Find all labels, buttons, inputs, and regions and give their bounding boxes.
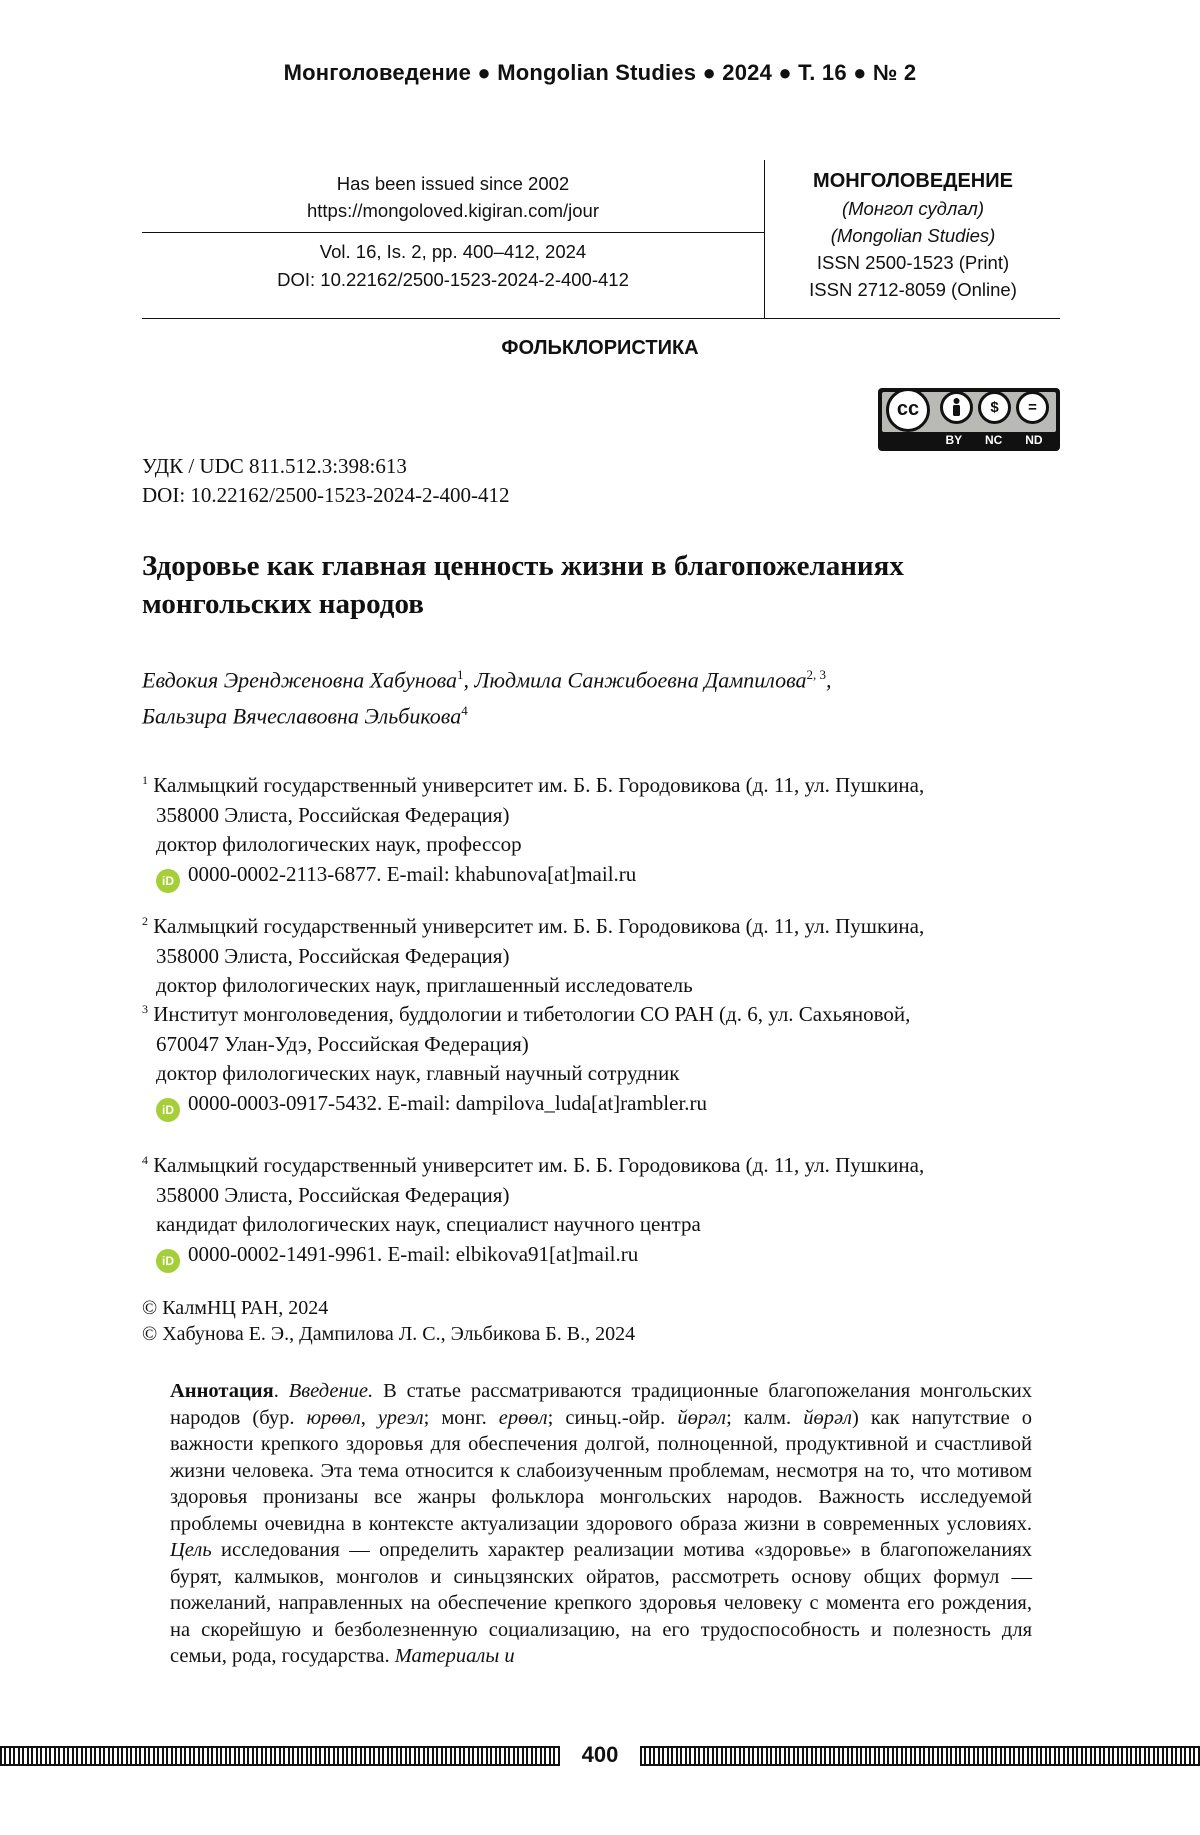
license-nc-label: NC: [984, 433, 1003, 447]
journal-info-block: [142, 160, 1060, 318]
author-sup: 1: [457, 667, 464, 682]
affiliation-sup: 2: [142, 914, 148, 928]
identifiers: [142, 452, 509, 510]
affiliation-text: Калмыцкий государственный университет им. Б. Б. Городовикова (д. 11, ул. Пушкина,: [148, 914, 925, 938]
issue-info: [142, 160, 764, 318]
journal-url[interactable]: https://mongoloved.kigiran.com/jour: [306, 200, 600, 221]
license-by-label: BY: [945, 433, 963, 447]
noderivatives-icon: =: [1016, 391, 1049, 424]
affiliation-text: Институт монголоведения, буддологии и тибетологии СО РАН (д. 6, ул. Сахьяновой,: [148, 1002, 911, 1026]
article-title: [142, 547, 1062, 623]
section-heading: ФОЛЬКЛОРИСТИКА: [501, 337, 699, 359]
abstract-text: исследования — определить характер реализации мотива «здоровье» в благопожеланиях бурят, калмыков, монголов и синьцзянских ойратов, рассмотреть основу общих формул — пожеланий, направленных на обеспечение крепкого здоровья человеку с момента его рождения, на скорейшую и безболезненную социализацию, на его трудоспособность и полезность для семьи, рода, государства.: [170, 1539, 1032, 1667]
volume-info: Vol. 16, Is. 2, pp. 400–412, 2024: [319, 241, 587, 262]
author-sup: 2, 3: [806, 667, 826, 682]
abstract-text: ; синьц.-ойр.: [547, 1406, 678, 1429]
page-footer: [0, 1740, 1200, 1770]
affiliation-text: Калмыцкий государственный университет им. Б. Б. Городовикова (д. 11, ул. Пушкина,: [148, 1153, 925, 1177]
affiliation-2: [142, 907, 1072, 1001]
udc: УДК / UDC 811.512.3:398:613: [142, 454, 407, 478]
orcid-icon[interactable]: iD: [156, 1098, 180, 1122]
vertical-divider: [764, 160, 765, 318]
author-name: Евдокия Эрендженовна Хабунова: [142, 667, 458, 693]
affiliation-sup: 4: [142, 1153, 148, 1167]
affiliation-text: 358000 Элиста, Российская Федерация): [156, 943, 510, 968]
affiliation-degree: доктор филологических наук, приглашенный исследователь: [156, 973, 693, 997]
affiliation-sup: 3: [142, 1002, 148, 1016]
abstract-goal-label: Цель: [170, 1539, 212, 1561]
orcid-email[interactable]: 0000-0002-1491-9961. E-mail: elbikova91[at]mail.ru: [188, 1241, 639, 1266]
title-line: монгольских народов: [142, 588, 424, 620]
orcid-icon[interactable]: iD: [156, 869, 180, 893]
abstract-text: ) как напутствие о важности крепкого здоровья для обеспечения долгой, полноценной, продуктивной и счастливой жизни человека. Эта тема относится к слабоизученным проблемам, несмотря на то, что мотивом здоровья пронизаны все жанры фольклора монгольских народов. Важность исследуемой проблемы очевидна в контексте актуализации здорового образа жизни в современных условиях.: [170, 1406, 1032, 1535]
affiliation-3: [142, 995, 1072, 1122]
title-line: Здоровье как главная ценность жизни в благопожеланиях: [142, 550, 904, 582]
divider: [142, 318, 1060, 319]
term: юрөөл: [306, 1406, 361, 1429]
copyright: [142, 1295, 635, 1347]
orcid-email[interactable]: 0000-0002-2113-6877. E-mail: khabunova[at]mail.ru: [188, 861, 637, 886]
footer-ornament: [640, 1746, 1200, 1766]
journal-identity: [766, 168, 1060, 303]
footer-ornament: [0, 1746, 560, 1766]
doi-info: DOI: 10.22162/2500-1523-2024-2-400-412: [277, 269, 629, 290]
copyright-line: © Хабунова Е. Э., Дампилова Л. С., Эльбикова Б. В., 2024: [142, 1323, 636, 1345]
abstract-text: ; монг.: [423, 1406, 499, 1429]
affiliation-text: Калмыцкий государственный университет им. Б. Б. Городовикова (д. 11, ул. Пушкина,: [148, 773, 925, 797]
author-name: Людмила Санжибоевна Дампилова: [474, 667, 807, 693]
author-name: Бальзира Вячеславовна Эльбикова: [142, 703, 462, 729]
affiliation-text: 358000 Элиста, Российская Федерация): [156, 802, 510, 827]
journal-name: МОНГОЛОВЕДЕНИЕ: [813, 170, 1013, 192]
orcid-email[interactable]: 0000-0003-0917-5432. E-mail: dampilova_luda[at]rambler.ru: [188, 1090, 708, 1115]
noncommercial-icon: $: [978, 391, 1011, 424]
orcid-icon[interactable]: iD: [156, 1249, 180, 1273]
abstract: Аннотация. Введение. В статье рассматриваются традиционные благопожелания монгольских народов (бур. юрөөл, уреэл; монг. ерөөл; синьц.-ойр. йөрәл; калм. йөрәл) как напутствие о важности крепкого здоровья для обеспечения долгой, полноценной, продуктивной и счастливой жизни человека. Эта тема относится к слабоизученным проблемам, несмотря на то, что мотивом здоровья пронизаны все жанры фольклора монгольских народов. Важность исследуемой проблемы очевидна в контексте актуализации здорового образа жизни в современных условиях. Цель исследования — определить характер реализации мотива «здоровье» в благопожеланиях бурят, калмыков, монголов и синьцзянских ойратов, рассмотреть основу общих формул — пожеланий, направленных на обеспечение крепкого здоровья человеку с момента его рождения, на скорейшую и безболезненную социализацию, на его трудоспособность и полезность для семьи, рода, государства. Материалы и: [170, 1380, 1032, 1667]
abstract-text: ,: [360, 1406, 378, 1429]
affiliation-degree: доктор филологических наук, главный научный сотрудник: [156, 1061, 680, 1085]
term: ерөөл: [498, 1406, 548, 1429]
term: уреэл: [377, 1406, 424, 1429]
abstract-text: В статье рассматриваются традиционные благопожелания монгольских народов (бур.: [170, 1380, 1032, 1429]
term: йөрәл: [803, 1406, 852, 1429]
affiliation-1: [142, 766, 1072, 893]
issued-since: Has been issued since 2002: [336, 173, 570, 194]
affiliation-text: 358000 Элиста, Российская Федерация): [156, 1182, 510, 1207]
abstract-text: ; калм.: [726, 1406, 804, 1429]
affiliation-4: [142, 1146, 1072, 1273]
page-number: 400: [581, 1742, 619, 1767]
running-header: Монголоведение ● Mongolian Studies ● 2024 ● Т. 16 ● № 2: [283, 60, 917, 85]
cc-icon: cc: [886, 388, 930, 432]
abstract-intro-label: Введение.: [288, 1380, 374, 1402]
issn-online: ISSN 2712-8059 (Online): [809, 279, 1017, 300]
attribution-icon: [940, 391, 973, 424]
affiliation-sup: 1: [142, 773, 148, 787]
abstract-materials-label: Материалы и: [394, 1645, 515, 1667]
affiliation-degree: доктор филологических наук, профессор: [156, 832, 522, 856]
doi: DOI: 10.22162/2500-1523-2024-2-400-412: [142, 483, 510, 507]
cc-by-nc-nd-icon[interactable]: [878, 388, 1060, 451]
issn-print: ISSN 2500-1523 (Print): [816, 252, 1010, 273]
license-nd-label: ND: [1025, 433, 1043, 447]
copyright-line: © КалмНЦ РАН, 2024: [142, 1297, 329, 1319]
journal-name-mongol: (Монгол судлал): [841, 198, 985, 219]
term: йөрәл: [677, 1406, 727, 1429]
affiliation-text: 670047 Улан-Удэ, Российская Федерация): [156, 1031, 529, 1056]
authors: Евдокия Эрендженовна Хабунова$^1$, Людмила Санжибоевна Дампилова$^{2, 3}$, Бальзира Вячеславовна Эльбикова$^4$: [142, 667, 832, 729]
journal-name-english: (Mongolian Studies): [830, 225, 996, 246]
author-sup: 4: [461, 703, 468, 719]
affiliation-degree: кандидат филологических наук, специалист научного центра: [156, 1212, 701, 1236]
divider: [142, 232, 764, 233]
abstract-label: Аннотация: [170, 1380, 274, 1402]
